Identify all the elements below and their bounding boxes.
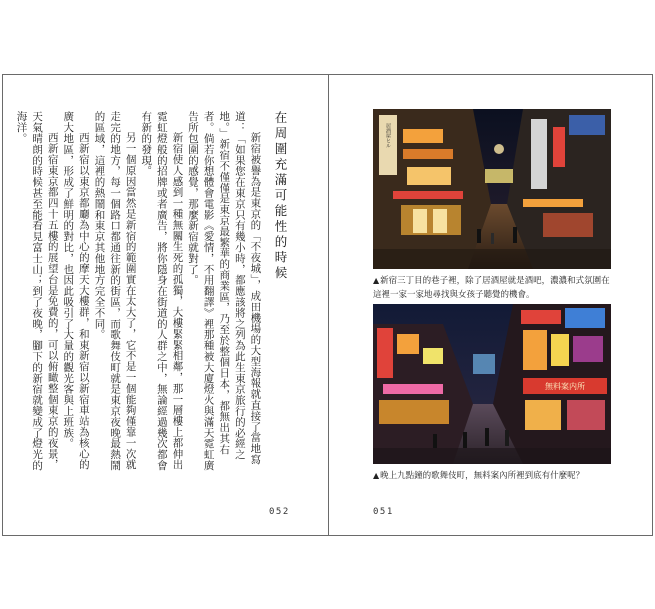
photo-caption-bottom bbox=[373, 469, 613, 483]
sign-text: 居酒屋ヒル bbox=[385, 123, 391, 148]
caption-text: 晚上九點鐘的歌舞伎町，無料案內所裡到底有什麼呢？ bbox=[380, 471, 585, 481]
triangle-bullet-icon: ▲ bbox=[373, 471, 380, 480]
photo-kabukicho-night bbox=[373, 304, 611, 464]
page-number-right: 051 bbox=[373, 507, 394, 517]
page-number-left: 052 bbox=[269, 507, 290, 517]
paragraph: 新宿使人感到一種無關生死的孤獨，大樓緊緊相鄰，那一層樓上都伸出霓虹燈般的招牌或者廣告，將你隱身在街道的人群之中，無論經過幾次都會有新的發現。 bbox=[140, 111, 184, 471]
section-heading: 在周圍充滿可能性的時候 bbox=[273, 111, 288, 282]
paragraph: 另一個原因當然是新宿的範圍實在太大了，它不是一個能夠僅靠一次就走完的地方，每一個路口都通往新的街區，而歌舞伎町就是東京夜晚最熱鬧的區域，這裡的熱鬧和東京其他地方完全不同。 bbox=[93, 111, 137, 471]
photo-caption-top bbox=[373, 274, 613, 302]
paragraph: 西新宿東京都四十五樓的展望台是免費的，可以俯瞰整個東京的夜景，天氣晴朗的時候甚至能看見富士山；到了夜晚，腳下的新宿就變成了燈光的海洋。 bbox=[15, 111, 59, 471]
left-page bbox=[3, 75, 328, 535]
paragraph: 新宿被譽為是東京的「不夜城」，成田機場的大型海報就直接了當地寫道：「如果您在東京只有幾小時，都應該將之列為此生東京旅行的必經之地。」新宿不僅僅是東京最繁華的商業區，乃至於整個日本，都無出其右者。倘若你想體會電影《愛情，不用翻譯》裡那種被大廈燈火與滿天霓虹廣告所包圍的感覺，那麼新宿就對了。 bbox=[187, 111, 262, 471]
vertical-text-block bbox=[15, 111, 288, 476]
right-page bbox=[329, 75, 652, 535]
triangle-bullet-icon: ▲ bbox=[373, 276, 380, 285]
sign-text: 無料案内所 bbox=[545, 382, 585, 391]
caption-text: 新宿三丁目的巷子裡，除了居酒屋就是酒吧，濃濃和式氛圍在這裡一家一家地尋找與女孩子聽覺的機會。 bbox=[373, 276, 610, 300]
paragraph: 西新宿以東京都廳為中心的摩天大樓群，和東新宿以新宿車站為核心的廣大地區，形成了鮮明的對比，也因此吸引了大量的觀光客與上班族。 bbox=[62, 111, 90, 470]
book-spread bbox=[2, 74, 653, 536]
photo-shinjuku-alley bbox=[373, 109, 611, 269]
